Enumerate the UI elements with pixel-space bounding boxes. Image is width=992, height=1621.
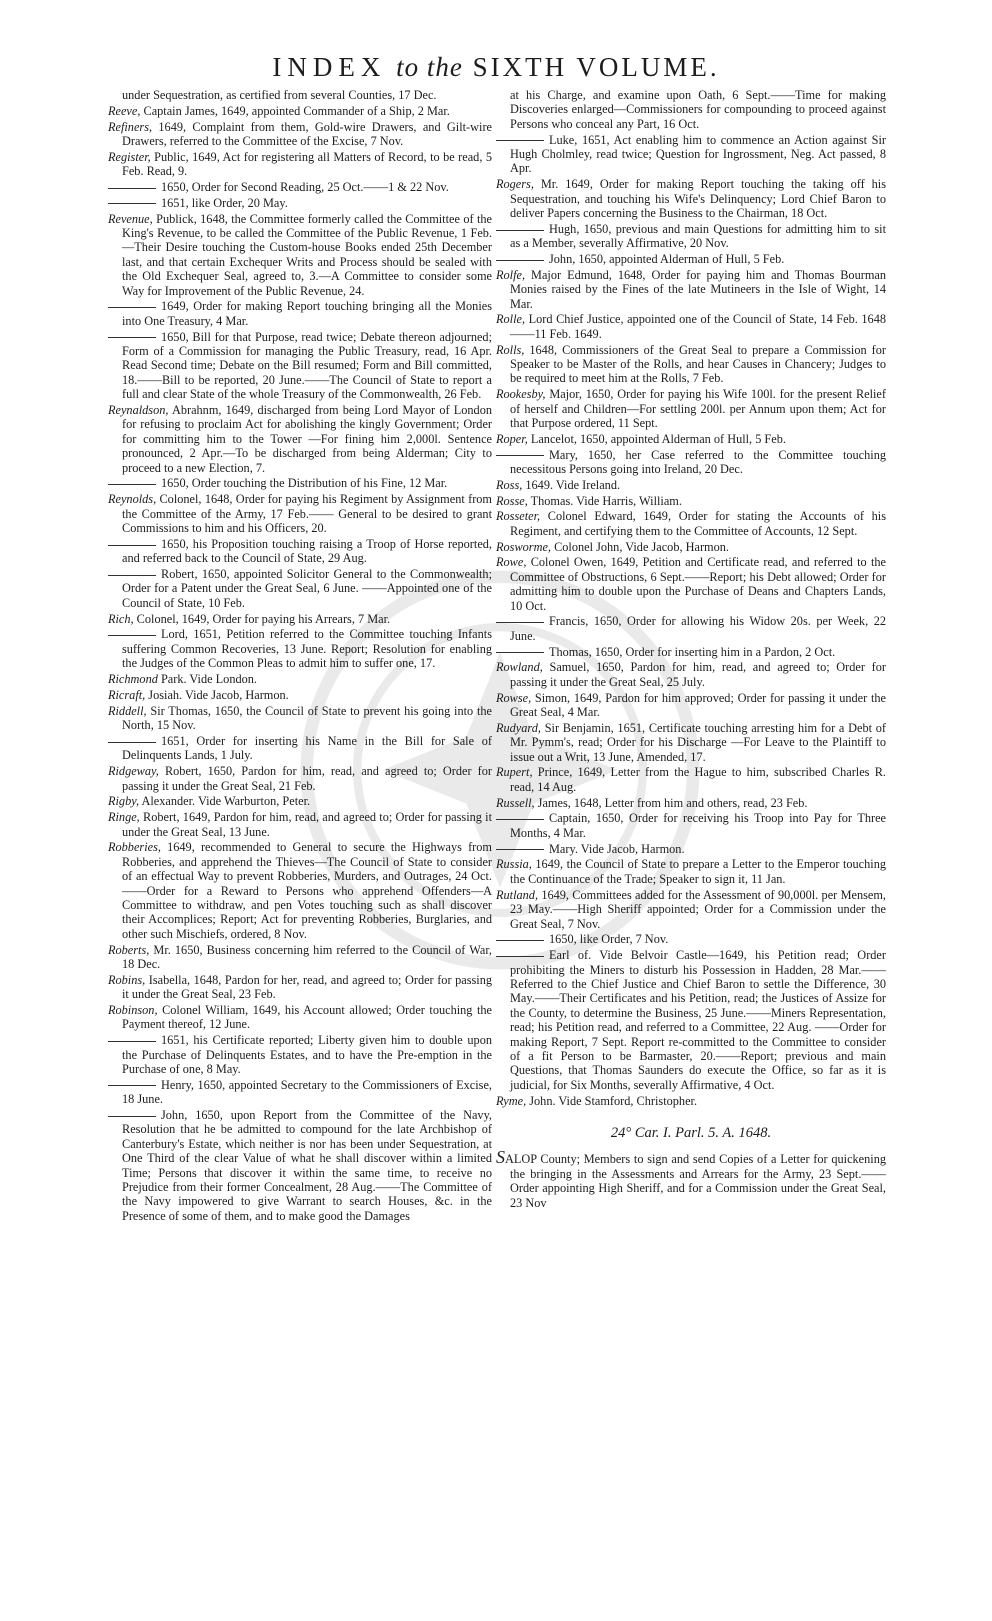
entry-headword: Robins, [108, 972, 146, 987]
index-entry [108, 672, 492, 686]
entry-headword: Ross, [496, 477, 523, 492]
entry-text: 1649, recommended to General to secure the Highways from Robberies, and apprehend the Thieves—The Council of State to consider of an effectual Way to prevent Robberies, Murders, and Outrages, 24 Oct.——Order for a Reward to Persons who apprehend Offenders—A Committee to withdraw, and pen Votes touching such as shall discover their Accomplices; Report; Act for preventing Robberies, Burglaries, and other such Mischiefs, ordered, 8 Nov. [122, 840, 492, 941]
index-entry [496, 857, 886, 886]
entry-text: Publick, 1648, the Committee formerly called the Committee of the King's Revenue, to be called the Committee of the Public Revenue, 1 Feb.—Their Desire touching the Custom-house Books ended 25th December last, and that certain Exchequer Writs and Process should be sealed with the Old Exchequer Seal, agreed to, 3.—A Committee to consider some Way for Improvement of the Public Revenue, 24. [122, 211, 492, 298]
entry-text: Mr. 1650, Business concerning him referred to the Council of War, 18 Dec. [122, 942, 492, 971]
salop-word: ALOP [505, 1152, 537, 1167]
entry-headword: Rigby, [108, 794, 140, 809]
index-entry [108, 810, 492, 839]
ditto-dash [496, 455, 544, 456]
entry-text: at his Charge, and examine upon Oath, 6 Sept.——Time for making Discoveries enlarged—Commissioners for compounding to proceed against Persons who conceal any Part, 16 Oct. [510, 88, 886, 131]
entry-headword: Rookesby, [496, 387, 546, 402]
entry-text: Mary, 1650, her Case referred to the Committee touching necessitous Persons going into Ireland, 20 Dec. [510, 447, 886, 477]
index-entry [496, 660, 886, 689]
index-entry [496, 177, 886, 220]
index-entry [496, 888, 886, 931]
index-entry [496, 842, 886, 856]
entry-text: 1648, Commissioners of the Great Seal to prepare a Commission for Speaker to be Master of the Rolls, and hear Causes in Chancery; Judges to be required to meet him at the Rolls, 7 Feb. [510, 342, 886, 386]
page-title [0, 52, 992, 83]
index-entry [496, 478, 886, 492]
index-entry [108, 840, 492, 941]
entry-text: Isabella, 1648, Pardon for her, read, and agreed to; Order for passing it under the Great Seal, 23 Feb. [122, 972, 492, 1002]
index-entry [496, 252, 886, 266]
entry-text: Mr. 1649, Order for making Report touching the taking off his Sequestration, and touching his Wife's Delinquency; Lord Chief Baron to deliver Papers concerning the Business to the Chairman, 18 Oct. [510, 177, 886, 221]
entry-text: Lord Chief Justice, appointed one of the Council of State, 14 Feb. 1648——11 Feb. 1649. [510, 312, 886, 341]
index-entry [108, 612, 492, 626]
entry-text: 1650, his Proposition touching raising a Troop of Horse reported, and referred back to the Council of State, 29 Aug. [122, 536, 492, 566]
ditto-dash [496, 622, 544, 623]
entry-headword: Rosseter, [496, 509, 541, 524]
index-entry [108, 299, 492, 328]
index-entry [108, 104, 492, 118]
entry-text: 1650, Order touching the Distribution of his Fine, 12 Mar. [161, 476, 448, 491]
salop-text: County; Members to sign and send Copies of a Letter for quickening the bringing in the Assessments and Arrears for the Army, 23 Sept.——Order appointing High Sheriff, and for a Commission under the Great Seal, 23 Nov [510, 1152, 886, 1210]
entry-text: 1649, the Council of State to prepare a Letter to the Emperor touching the Continuance of the Trade; Speaker to sign it, 11 Jan. [510, 857, 886, 886]
section-heading: 24° Car. I. Parl. 5. A. 1648. [610, 1124, 772, 1141]
index-entry [108, 212, 492, 298]
entry-text: 1650, Bill for that Purpose, read twice; Debate thereon adjourned; Form of a Commission for managing the Public Treasury, read, 16 Apr. Read Second time; Debate on the Bill resumed; Form and Bill committed, 18.——Bill to be reported, 20 June.——The Council of State to report a full and clear State of the whole Treasury of the Commonwealth, 26 Feb. [122, 329, 492, 402]
entry-text: Prince, 1649, Letter from the Hague to him, subscribed Charles R. read, 14 Aug. [510, 765, 886, 794]
index-entry [496, 509, 886, 538]
entry-headword: Reynolds, [108, 492, 157, 507]
ditto-dash [496, 819, 544, 820]
index-entry [108, 403, 492, 475]
entry-text: Public, 1649, Act for registering all Matters of Record, to be read, 5 Feb. Read, 9. [122, 149, 492, 179]
entry-text: Colonel William, 1649, his Account allowed; Order touching the Payment thereof, 12 June. [122, 1002, 492, 1032]
ditto-dash [108, 484, 156, 485]
entry-text: 1649. Vide Ireland. [522, 477, 621, 492]
ditto-dash [108, 1085, 156, 1086]
entry-headword: Ridgeway, [108, 764, 159, 779]
index-entry [496, 540, 886, 554]
entry-headword: Reeve, [108, 103, 141, 118]
index-entry [496, 614, 886, 643]
entry-text: Colonel, 1648, Order for paying his Regiment by Assignment from the Committee of the Army, 17 Feb.—— General to be desired to grant Commissions to him and his Officers, 20. [122, 492, 492, 536]
index-entry [496, 948, 886, 1092]
entry-text: Alexander. Vide Warburton, Peter. [139, 794, 311, 809]
ditto-dash [108, 742, 156, 743]
entry-text: 1651, Order for inserting his Name in the Bill for Sale of Delinquents Lands, 1 July. [122, 733, 492, 763]
entry-headword: Roberts, [108, 942, 150, 957]
ditto-dash [108, 575, 156, 576]
salop-entry [496, 1147, 886, 1210]
title-to-the: to the [396, 52, 463, 82]
entry-headword: Russia, [496, 857, 532, 872]
index-entry [108, 734, 492, 763]
index-entry [496, 448, 886, 477]
index-entry [496, 343, 886, 386]
index-entry [496, 432, 886, 446]
index-entry [108, 567, 492, 610]
entry-headword: Refiners, [108, 119, 153, 134]
title-volume: SIXTH VOLUME. [472, 52, 720, 82]
entry-headword: Robinson, [108, 1002, 158, 1017]
ditto-dash [108, 337, 156, 338]
entry-text: James, 1648, Letter from him and others, read, 23 Feb. [534, 795, 808, 810]
index-entry [108, 330, 492, 402]
entry-headword: Richmond [108, 672, 158, 687]
index-entry [108, 196, 492, 210]
entry-headword: Rich, [108, 611, 134, 626]
index-entry [108, 688, 492, 702]
index-entry [108, 150, 492, 179]
index-entry [496, 387, 886, 430]
entry-headword: Robberies, [108, 840, 161, 855]
entry-headword: Rudyard, [496, 720, 541, 735]
index-entry [496, 555, 886, 613]
right-column [496, 88, 886, 1210]
entry-text: Simon, 1649, Pardon for him approved; Order for passing it under the Great Seal, 4 Mar. [510, 690, 886, 720]
ditto-dash [496, 940, 544, 941]
entry-text: Colonel Edward, 1649, Order for stating the Accounts of his Regiment, and certifying them to the Committee of Accounts, 12 Sept. [510, 509, 886, 538]
entry-headword: Revenue, [108, 211, 153, 226]
index-entry [108, 794, 492, 808]
entry-text: Sir Benjamin, 1651, Certificate touching arresting him for a Debt of Mr. Pymm's, read; Order for his Discharge —For Leave to the Plaintiff to issue out a Writ, 13 June, Amended, 17. [510, 720, 886, 764]
entry-text: Colonel John, Vide Jacob, Harmon. [551, 539, 729, 554]
entry-headword: Rosworme, [496, 539, 551, 554]
entry-text: Captain, 1650, Order for receiving his Troop into Pay for Three Months, 4 Mar. [510, 811, 886, 840]
ditto-dash [108, 1116, 156, 1117]
entry-headword: Riddell, [108, 703, 147, 718]
index-entry [496, 691, 886, 720]
entry-text: 1649, Order for making Report touching bringing all the Monies into One Treasury, 4 Mar. [122, 299, 492, 328]
ditto-dash [496, 140, 544, 141]
entry-headword: Ryme, [496, 1093, 527, 1108]
entry-text: 1650, Order for Second Reading, 25 Oct.——1 & 22 Nov. [161, 180, 449, 194]
entry-text: Colonel, 1649, Order for paying his Arrears, 7 Mar. [133, 611, 391, 626]
entry-text: Henry, 1650, appointed Secretary to the Commissioners of Excise, 18 June. [122, 1077, 492, 1107]
entry-text: Mary. Vide Jacob, Harmon. [549, 841, 685, 856]
ditto-dash [108, 1041, 156, 1042]
index-entry [496, 811, 886, 840]
entry-headword: Rowse, [496, 690, 532, 705]
entry-headword: Reynaldson, [108, 403, 169, 418]
entry-text: Josiah. Vide Jacob, Harmon. [145, 687, 289, 702]
entry-headword: Rowland, [496, 660, 543, 675]
index-entry [108, 764, 492, 793]
index-entry [496, 765, 886, 794]
ditto-dash [108, 188, 156, 189]
index-entry [108, 492, 492, 535]
entry-text: John, 1650, upon Report from the Committee of the Navy, Resolution that he be admitted to compound for the late Archbishop of Canterbury's Estate, which neither is nor has been under Sequestration, at One Third of the clear Value of what he shall discover within a limited Time; Persons that discover it within the same time, to receive no Prejudice from their former Concealment, 28 Aug.——The Committee of the Navy impowered to give Warrant to search Houses, &c. in the Presence of some of them, and to make good the Damages [122, 1107, 492, 1223]
index-entry [108, 120, 492, 149]
entry-text: under Sequestration, as certified from several Counties, 17 Dec. [122, 88, 437, 102]
entry-headword: Rupert, [496, 765, 533, 780]
index-entry [496, 1094, 886, 1108]
index-entry [496, 932, 886, 946]
entry-text: Park. Vide London. [157, 672, 257, 687]
entry-text: Lord, 1651, Petition referred to the Committee touching Infants suffering Common Recoveries, 13 June. Report; Resolution for enabling the Judges of the Common Pleas to admit him to suffer one, 17. [122, 627, 492, 671]
index-entry [108, 1033, 492, 1076]
ditto-dash [496, 956, 544, 957]
entry-headword: Roper, [496, 431, 528, 446]
entry-text: Lancelot, 1650, appointed Alderman of Hull, 5 Feb. [527, 431, 786, 446]
ditto-dash [108, 545, 156, 546]
entry-headword: Rogers, [496, 177, 534, 192]
entry-text: Captain James, 1649, appointed Commander of a Ship, 2 Mar. [140, 103, 450, 118]
left-column [108, 88, 492, 1225]
index-entry [108, 1078, 492, 1107]
entry-headword: Rolfe, [496, 267, 526, 282]
entry-headword: Russell, [496, 795, 535, 810]
salop-initial: S [496, 1147, 505, 1168]
ditto-dash [496, 652, 544, 653]
index-entry [108, 1108, 492, 1223]
entry-headword: Rolle, [496, 312, 526, 327]
index-entry [108, 88, 492, 102]
ditto-dash [108, 635, 156, 636]
index-entry [496, 494, 886, 508]
entry-text: Major, 1650, Order for paying his Wife 100l. for the present Relief of herself and Children—For settling 200l. per Annum upon them; Act for that Purpose ordered, 11 Sept. [510, 387, 886, 431]
entry-text: 1649, Complaint from them, Gold-wire Drawers, and Gilt-wire Drawers, referred to the Committee of the Excise, 7 Nov. [122, 119, 492, 148]
index-entry [108, 627, 492, 670]
ditto-dash [496, 260, 544, 261]
entry-text: John. Vide Stamford, Christopher. [526, 1093, 698, 1108]
entry-text: 1651, his Certificate reported; Liberty given him to double upon the Purchase of Delinquents Estates, and to have the Pre-emption in the Purchase of one, 8 May. [122, 1033, 492, 1076]
entry-text: Francis, 1650, Order for allowing his Widow 20s. per Week, 22 June. [510, 614, 886, 643]
entry-headword: Rosse, [496, 493, 528, 508]
entry-text: Robert, 1650, appointed Solicitor General to the Commonwealth; Order for a Patent under the Great Seal, 6 June. ——Appointed one of the Council of State, 10 Feb. [122, 567, 492, 610]
entry-headword: Rowe, [496, 555, 527, 570]
entry-text: Samuel, 1650, Pardon for him, read, and agreed to; Order for passing it under the Great Seal, 25 July. [510, 660, 886, 689]
index-entry [496, 222, 886, 251]
index-entry [496, 721, 886, 764]
index-entry [108, 943, 492, 972]
index-entry [496, 268, 886, 311]
index-entry [108, 476, 492, 490]
entry-headword: Ringe, [108, 810, 140, 825]
index-entry [108, 973, 492, 1002]
entry-text: Earl of. Vide Belvoir Castle—1649, his Petition read; Order prohibiting the Miners to disturb his Possession in Hadden, 28 Mar.——Referred to the Chief Justice and Chief Baron to settle the Difference, 30 May.——Their Certificates and his Petition, read; the Justices of Assize for the County, to determine the Business, 25 June.——Miners Representation, read; his Petition read, and referred to a Committee, 22 Aug. ——Order for making Report, 7 Sept. Report re-committed to the Committee to consider of a fit Person to be Barmaster, 20.——Report; previous and main Questions, that Thomas Saunders do execute the Office, so far as it is judicial, for Six Months, severally Affirmative, 4 Oct. [510, 948, 886, 1092]
index-entry [496, 796, 886, 810]
ditto-dash [496, 849, 544, 850]
entry-text: 1651, like Order, 20 May. [161, 195, 288, 210]
title-index: INDEX [272, 52, 387, 82]
ditto-dash [108, 307, 156, 308]
index-entry [108, 537, 492, 566]
entry-text: Abrahnm, 1649, discharged from being Lord Mayor of London for refusing to proclaim Act for abolishing the kingly Government; Order for committing him to the Tower —For fining him 2,000l. Sentence pronounced, 2 Apr.—To be discharged from being Alderman; City to proceed to a new Election, 7. [122, 403, 492, 475]
entry-text: Robert, 1649, Pardon for him, read, and agreed to; Order for passing it under the Great Seal, 13 June. [122, 810, 492, 839]
entry-headword: Register, [108, 149, 151, 164]
entry-text: John, 1650, appointed Alderman of Hull, 5 Feb. [549, 252, 785, 267]
entry-text: Robert, 1650, Pardon for him, read, and agreed to; Order for passing it under the Great Seal, 21 Feb. [122, 764, 492, 793]
entry-text: Thomas. Vide Harris, William. [527, 493, 682, 508]
entry-text: Major Edmund, 1648, Order for paying him and Thomas Bourman Monies raised by the Fines of the late Mutineers in the Isle of Wight, 14 Mar. [510, 267, 886, 311]
entry-text: 1650, like Order, 7 Nov. [549, 932, 669, 947]
index-entry [496, 88, 886, 131]
entry-headword: Rutland, [496, 887, 539, 902]
index-entry [108, 704, 492, 733]
entry-text: Thomas, 1650, Order for inserting him in a Pardon, 2 Oct. [549, 644, 836, 659]
index-entry [496, 312, 886, 341]
entry-text: Colonel Owen, 1649, Petition and Certificate read, and referred to the Committee of Obstructions, 6 Sept.——Report; his Debt allowed; Order for admitting him to double upon the Purchase of Deans and Chapters Lands, 10 Oct. [510, 555, 886, 613]
index-entry [108, 1003, 492, 1032]
entry-text: Sir Thomas, 1650, the Council of State to prevent his going into the North, 15 Nov. [122, 703, 492, 733]
entry-text: Luke, 1651, Act enabling him to commence an Action against Sir Hugh Cholmley, read twice; Question for Ingrossment, Neg. Act passed, 8 Apr. [510, 132, 886, 176]
entry-headword: Ricraft, [108, 687, 146, 702]
ditto-dash [496, 230, 544, 231]
index-entry [496, 645, 886, 659]
entry-headword: Rolls, [496, 342, 525, 357]
entry-text: 1649, Committees added for the Assessment of 90,000l. per Mensem, 23 May.——High Sheriff appointed; Order for a Commission under the Great Seal, 7 Nov. [510, 887, 886, 931]
index-entry [496, 133, 886, 176]
ditto-dash [108, 203, 156, 204]
index-entry [108, 180, 492, 194]
right-column-entries [496, 88, 886, 1108]
entry-text: Hugh, 1650, previous and main Questions for admitting him to sit as a Member, severally Affirmative, 20 Nov. [510, 221, 886, 251]
